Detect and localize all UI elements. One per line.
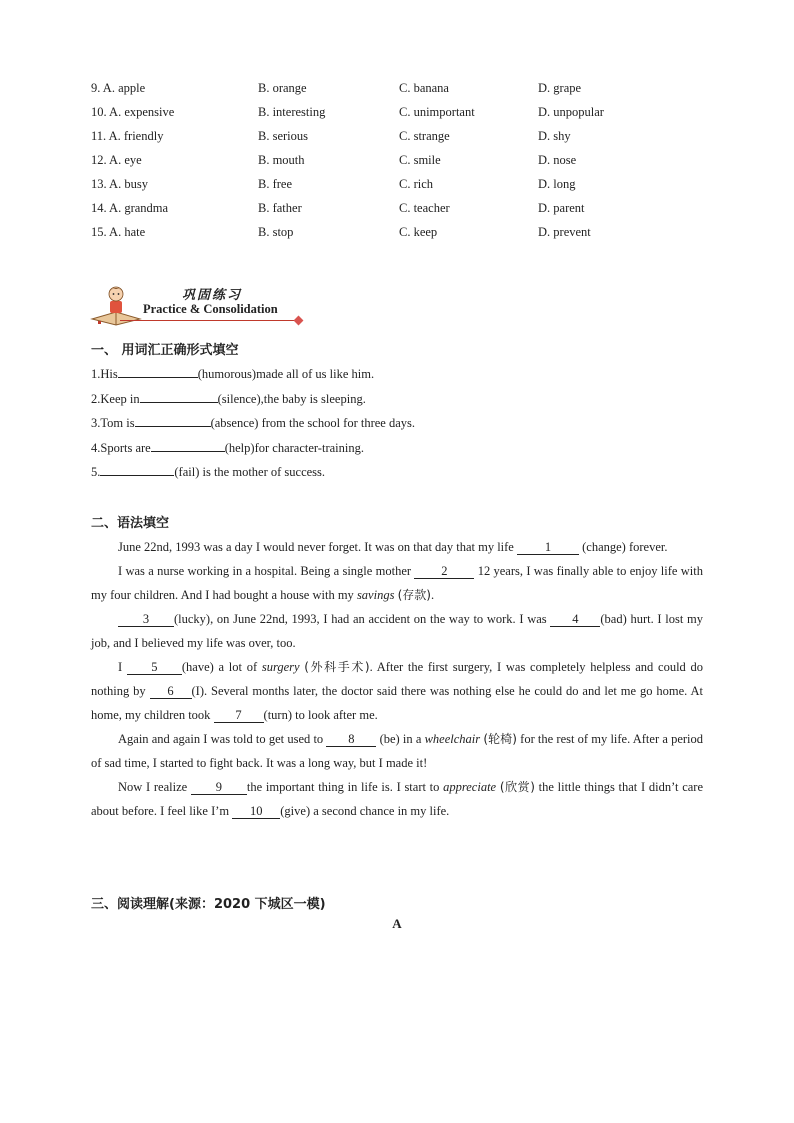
list-item xyxy=(91,413,711,438)
banner-title-zh: 巩固练习 xyxy=(182,288,243,303)
chinese-note: (存款) xyxy=(397,588,431,602)
option-a: 11. A. friendly xyxy=(91,129,164,143)
text: I xyxy=(118,660,127,674)
list-item xyxy=(91,438,711,463)
option-row xyxy=(91,104,711,128)
paragraph xyxy=(91,727,703,775)
option-d: D. prevent xyxy=(538,225,591,239)
text: June 22nd, 1993 was a day I would never forget. It was on that day that my life xyxy=(118,540,517,554)
italic-term: savings xyxy=(356,588,395,602)
option-row xyxy=(91,80,711,104)
answer-blank-1[interactable]: 1 xyxy=(517,540,579,555)
diamond-icon xyxy=(294,316,304,326)
text: (bad) hurt. I lost my job, and I believed my life was over, too. xyxy=(91,612,703,650)
item-suffix: (help)for character-training. xyxy=(224,440,364,455)
option-a: 15. A. hate xyxy=(91,225,146,239)
item-prefix: 2.Keep in xyxy=(91,391,140,406)
option-c: C. keep xyxy=(399,225,438,239)
answer-blank-3[interactable]: 3 xyxy=(118,612,174,627)
option-row xyxy=(91,152,711,176)
option-b: B. free xyxy=(258,177,293,191)
option-row xyxy=(91,176,711,200)
option-c: C. strange xyxy=(399,129,450,143)
item-suffix: (humorous)made all of us like him. xyxy=(197,367,375,381)
text: . After the first surgery, I was completely helpless and could do nothing by xyxy=(91,660,704,698)
option-a: 12. A. eye xyxy=(91,153,142,167)
option-b: B. interesting xyxy=(258,105,326,119)
answer-blank-2[interactable]: 2 xyxy=(414,564,474,579)
option-a: 9. A. apple xyxy=(91,81,146,95)
item-prefix: 4.Sports are xyxy=(91,440,151,455)
italic-term: appreciate xyxy=(443,780,497,794)
option-row xyxy=(91,128,711,152)
item-suffix: (fail) is the mother of success. xyxy=(174,465,326,479)
option-d: D. unpopular xyxy=(538,105,604,119)
answer-blank[interactable] xyxy=(118,364,198,378)
text: (lucky), on June 22nd, 1993, I had an accident on the way to work. I was xyxy=(174,612,551,626)
text: (be) in a xyxy=(376,732,425,746)
italic-term: surgery xyxy=(261,660,300,674)
text: Now I realize xyxy=(118,780,191,794)
option-c: C. smile xyxy=(399,153,441,167)
option-d: D. long xyxy=(538,177,576,191)
item-prefix: 3.Tom is xyxy=(91,416,135,430)
cloze-passage xyxy=(91,535,703,823)
text: Again and again I was told to get used to xyxy=(118,732,327,746)
section-2-title: 二、语法填空 xyxy=(91,516,170,531)
text: (give) a second chance in my life. xyxy=(280,804,450,818)
answer-blank[interactable] xyxy=(140,389,218,403)
text: for the rest of my life. After a period of sad time, I started to fight back. It was a long way, but I made it! xyxy=(91,732,704,770)
chinese-note: (外科手术) xyxy=(304,660,370,674)
option-a: 13. A. busy xyxy=(91,177,148,191)
practice-banner xyxy=(90,283,310,333)
paragraph xyxy=(91,775,703,823)
italic-term: wheelchair xyxy=(424,732,481,746)
option-row xyxy=(91,200,711,224)
option-c: C. unimportant xyxy=(399,105,475,119)
banner-divider xyxy=(120,320,298,321)
section-1-title: 一、 用词汇正确形式填空 xyxy=(91,343,239,358)
answer-blank-7[interactable]: 7 xyxy=(214,708,264,723)
section-3-title: 三、阅读理解(来源：2020 下城区一模) xyxy=(91,897,326,912)
paragraph xyxy=(91,607,703,655)
text: (have) a lot of xyxy=(181,660,262,674)
list-item xyxy=(91,462,711,487)
banner-title-en: Practice & Consolidation xyxy=(143,302,278,316)
answer-blank-6[interactable]: 6 xyxy=(150,684,192,699)
option-c: C. banana xyxy=(399,81,449,95)
option-a: 14. A. grandma xyxy=(91,201,169,215)
answer-blank-5[interactable]: 5 xyxy=(127,660,182,675)
option-d: D. shy xyxy=(538,129,571,143)
option-a: 10. A. expensive xyxy=(91,105,175,119)
answer-blank[interactable] xyxy=(100,462,174,476)
item-prefix: 5. xyxy=(91,465,101,479)
option-b: B. orange xyxy=(258,81,307,95)
option-b: B. mouth xyxy=(258,153,305,167)
option-d: D. parent xyxy=(538,201,585,215)
text: 12 years, I was finally able to enjoy life with my four children. And I had bought a house with my xyxy=(91,564,703,602)
chinese-note: (轮椅) xyxy=(483,732,517,746)
paragraph xyxy=(91,559,703,607)
option-c: C. rich xyxy=(399,177,434,191)
option-d: D. nose xyxy=(538,153,577,167)
chinese-note: (欣赏) xyxy=(499,780,535,794)
list-item xyxy=(91,364,711,389)
text: the little things that I didn’t care about before. I feel like I’m xyxy=(91,780,704,818)
answer-blank[interactable] xyxy=(135,413,211,427)
vocab-fill-list xyxy=(91,364,711,487)
answer-blank-8[interactable]: 8 xyxy=(326,732,376,747)
answer-blank-4[interactable]: 4 xyxy=(550,612,600,627)
item-suffix: (silence),the baby is sleeping. xyxy=(217,391,366,406)
text: (change) forever. xyxy=(578,540,668,554)
options-table xyxy=(91,80,711,248)
item-prefix: 1.His xyxy=(91,367,118,381)
answer-blank-9[interactable]: 9 xyxy=(191,780,247,795)
part-label: A xyxy=(392,916,402,931)
text: (turn) to look after me. xyxy=(263,708,378,722)
text: (I). Several months later, the doctor said there was nothing else he could do and let me go home. At home, my children took xyxy=(91,684,703,722)
option-d: D. grape xyxy=(538,81,582,95)
text: the important thing in life is. I start to xyxy=(246,780,444,794)
option-b: B. stop xyxy=(258,225,294,239)
text: I was a nurse working in a hospital. Being a single mother xyxy=(118,564,415,578)
item-suffix: (absence) from the school for three days. xyxy=(210,416,416,430)
answer-blank[interactable] xyxy=(151,438,225,452)
list-item xyxy=(91,389,711,414)
option-b: B. father xyxy=(258,201,302,215)
option-c: C. teacher xyxy=(399,201,450,215)
paragraph xyxy=(91,655,703,727)
paragraph xyxy=(91,535,703,559)
answer-blank-10[interactable]: 10 xyxy=(232,804,280,819)
option-row xyxy=(91,224,711,248)
text: . xyxy=(430,588,435,602)
option-b: B. serious xyxy=(258,129,308,143)
